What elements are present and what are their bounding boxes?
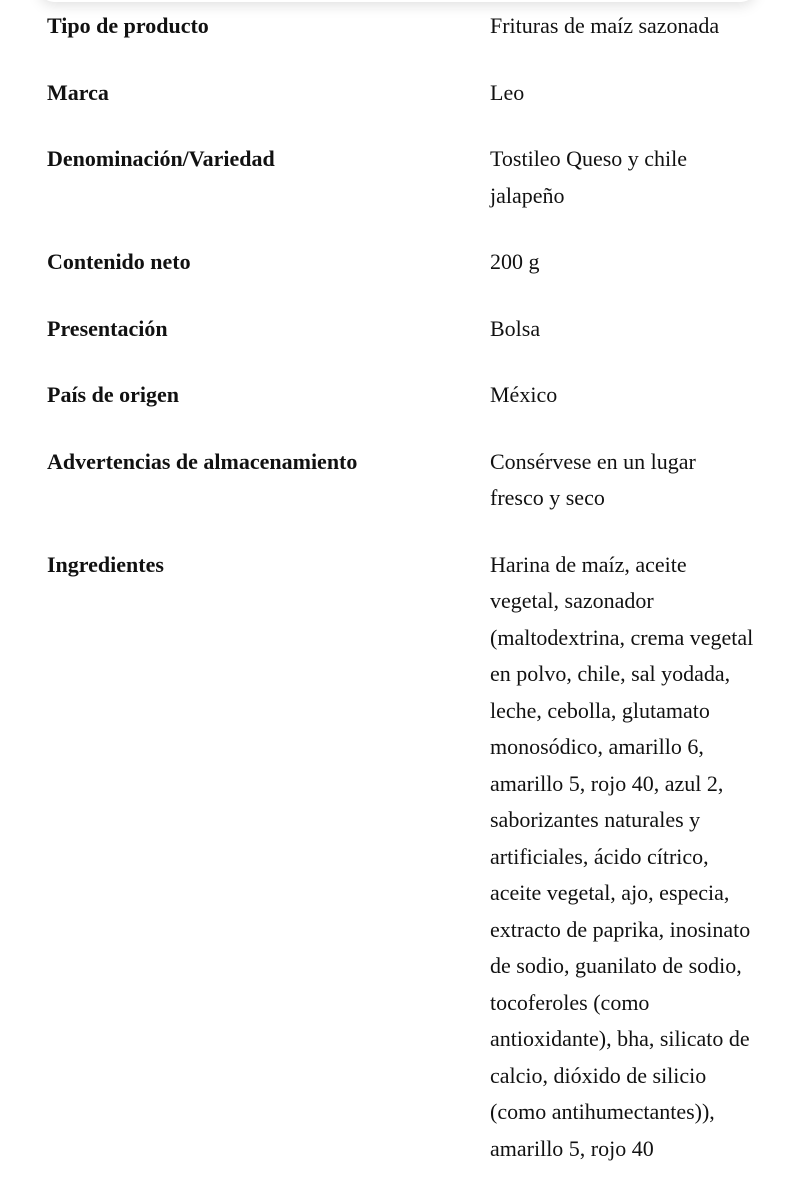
spec-value: México: [490, 382, 558, 407]
spec-value: Harina de maíz, aceite vegetal, sazonador (maltodextrina, crema vegetal en polvo, chile, sal yodada, leche, cebolla, glutamato monosódico, amarillo 6, amarillo 5, rojo 40, azul 2, saborizantes naturales y artificiales, ácido cítrico, aceite vegetal, ajo, especia, extracto de paprika, inosinato de sodio, guanilato de sodio, tocoferoles (como antioxidante), bha, silicato de calcio, dióxido de silicio (como antihumectantes)), amarillo 5, rojo 40: [490, 551, 754, 1161]
product-spec-table: [0, 8, 795, 1167]
spec-row-variety: [0, 141, 795, 214]
top-card-edge: [40, 0, 755, 2]
spec-value: Consérvese en un lugar fresco y seco: [490, 448, 696, 510]
spec-row-country: [0, 377, 795, 414]
spec-label: Contenido neto: [47, 249, 191, 274]
spec-label: País de origen: [47, 382, 179, 407]
spec-label: Advertencias de almacenamiento: [47, 448, 358, 474]
spec-label: Marca: [47, 79, 109, 105]
spec-value: 200 g: [490, 249, 540, 274]
spec-row-brand: [0, 75, 795, 112]
spec-value: Tostileo Queso y chile jalapeño: [490, 146, 688, 208]
spec-row-presentation: [0, 311, 795, 348]
spec-label: Denominación/Variedad: [47, 146, 275, 171]
spec-row-product-type: [0, 8, 795, 45]
spec-value: Leo: [490, 79, 525, 105]
spec-value: Bolsa: [490, 315, 541, 341]
spec-label: Ingredientes: [47, 551, 164, 577]
spec-row-storage: [0, 444, 795, 517]
spec-row-ingredients: [0, 547, 795, 1168]
spec-label: Tipo de producto: [47, 13, 209, 38]
spec-label: Presentación: [47, 315, 168, 341]
spec-row-net-content: [0, 244, 795, 281]
spec-value: Frituras de maíz sazonada: [490, 13, 720, 38]
